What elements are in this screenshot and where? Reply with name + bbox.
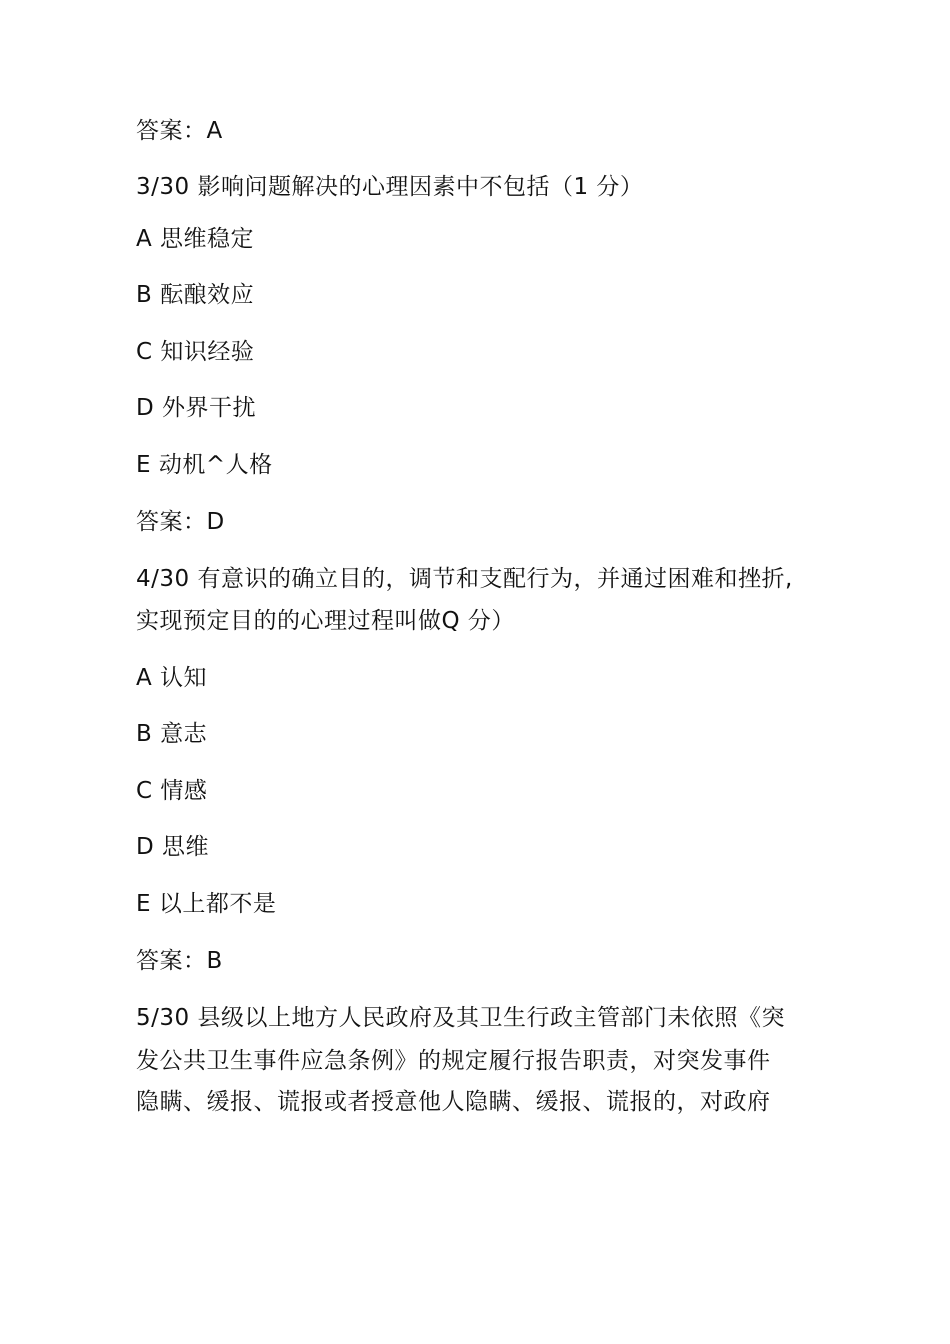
q4-option-e: E 以上都不是 <box>136 891 277 917</box>
q3-option-b: B 酝酿效应 <box>136 282 255 308</box>
answer-line-q3: 答案：D <box>136 509 225 535</box>
q3-option-c: C 知识经验 <box>136 339 255 365</box>
question-5-text-line-3: 隐瞒、缓报、谎报或者授意他人隐瞒、缓报、谎报的，对政府 <box>136 1089 771 1115</box>
answer-line-q2: 答案：A <box>136 118 223 144</box>
q4-option-c: C 情感 <box>136 778 208 804</box>
question-4-text-line-2: 实现预定目的的心理过程叫做Q 分） <box>136 608 515 634</box>
q4-option-d: D 思维 <box>136 834 210 860</box>
q4-option-a: A 认知 <box>136 665 208 691</box>
answer-line-q4: 答案：B <box>136 948 223 974</box>
q3-option-e: E 动机^人格 <box>136 452 273 478</box>
question-5-text-line-2: 发公共卫生事件应急条例》的规定履行报告职责，对突发事件 <box>136 1048 771 1074</box>
question-3-text: 3/30 影响问题解决的心理因素中不包括（1 分） <box>136 174 644 200</box>
question-5-text-line-1: 5/30 县级以上地方人民政府及其卫生行政主管部门未依照《突 <box>136 1005 785 1031</box>
question-4-text-line-1: 4/30 有意识的确立目的，调节和支配行为，并通过困难和挫折, <box>136 566 793 592</box>
q4-option-b: B 意志 <box>136 721 208 747</box>
q3-option-a: A 思维稳定 <box>136 226 255 252</box>
q3-option-d: D 外界干扰 <box>136 395 257 421</box>
